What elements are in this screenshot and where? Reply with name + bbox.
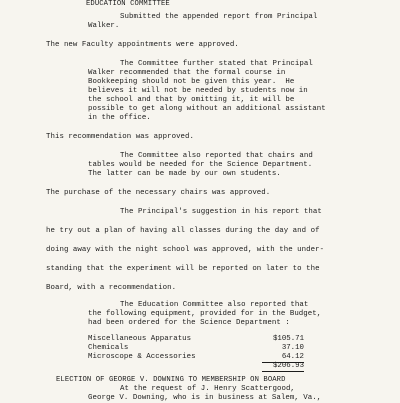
election-line-1: At the request of J. Henry Scattergood,	[120, 385, 295, 393]
item-label: Microscope & Accessories	[88, 353, 196, 361]
item-amount: $105.71	[272, 335, 304, 343]
principal-line-5: Board, with a recommendation.	[46, 284, 177, 292]
principal-line-1: The Principal's suggestion in his report that	[120, 208, 322, 216]
item-label: Chemicals	[88, 344, 129, 352]
intro-line-1: Submitted the appended report from Principal	[120, 13, 318, 21]
election-line-2: George V. Downing, who is in business at Salem, Va.,	[88, 394, 322, 402]
total-underline	[262, 371, 304, 372]
bookkeeping-line-5: the school and that by omitting it, it will be	[88, 96, 295, 104]
item-amount: 64.12	[281, 353, 304, 361]
bookkeeping-line-1: The Committee further stated that Principal	[120, 60, 313, 68]
item-label: Miscellaneous Apparatus	[88, 335, 192, 343]
chairs-line-2: tables would be needed for the Science Department.	[88, 161, 313, 169]
purchase-approved: The purchase of the necessary chairs was approved.	[46, 189, 271, 197]
bookkeeping-line-4: believes it will not be needed by students now in	[88, 87, 308, 95]
bookkeeping-line-3: Bookkeeping should not be given this year. He	[88, 78, 295, 86]
bookkeeping-line-6: possible to get along without an additional assistant	[88, 105, 326, 113]
bookkeeping-line-2: Walker recommended that the formal course in	[88, 69, 286, 77]
equipment-line-2: the following equipment, provided for in the Budget,	[88, 310, 322, 318]
total-amount: $206.93	[272, 362, 304, 370]
intro-line-2: Walker.	[88, 22, 120, 30]
section-header: EDUCATION COMMITTEE	[86, 0, 170, 8]
principal-line-4: standing that the experiment will be reported on later to the	[46, 265, 320, 273]
recommendation-approved: This recommendation was approved.	[46, 133, 195, 141]
equipment-line-3: had been ordered for the Science Department :	[88, 319, 290, 327]
election-heading: ELECTION OF GEORGE V. DOWNING TO MEMBERSHIP ON BOARD	[56, 376, 286, 384]
principal-line-3: doing away with the night school was approved, with the under-	[46, 246, 325, 254]
equipment-line-1: The Education Committee also reported that	[120, 301, 309, 309]
item-amount: 37.10	[281, 344, 304, 352]
chairs-line-1: The Committee also reported that chairs and	[120, 152, 313, 160]
bookkeeping-line-7: in the office.	[88, 114, 151, 122]
chairs-line-3: The latter can be made by our own students.	[88, 170, 281, 178]
principal-line-2: he try out a plan of having all classes during the day and of	[46, 227, 320, 235]
faculty-paragraph: The new Faculty appointments were approved.	[46, 41, 239, 49]
